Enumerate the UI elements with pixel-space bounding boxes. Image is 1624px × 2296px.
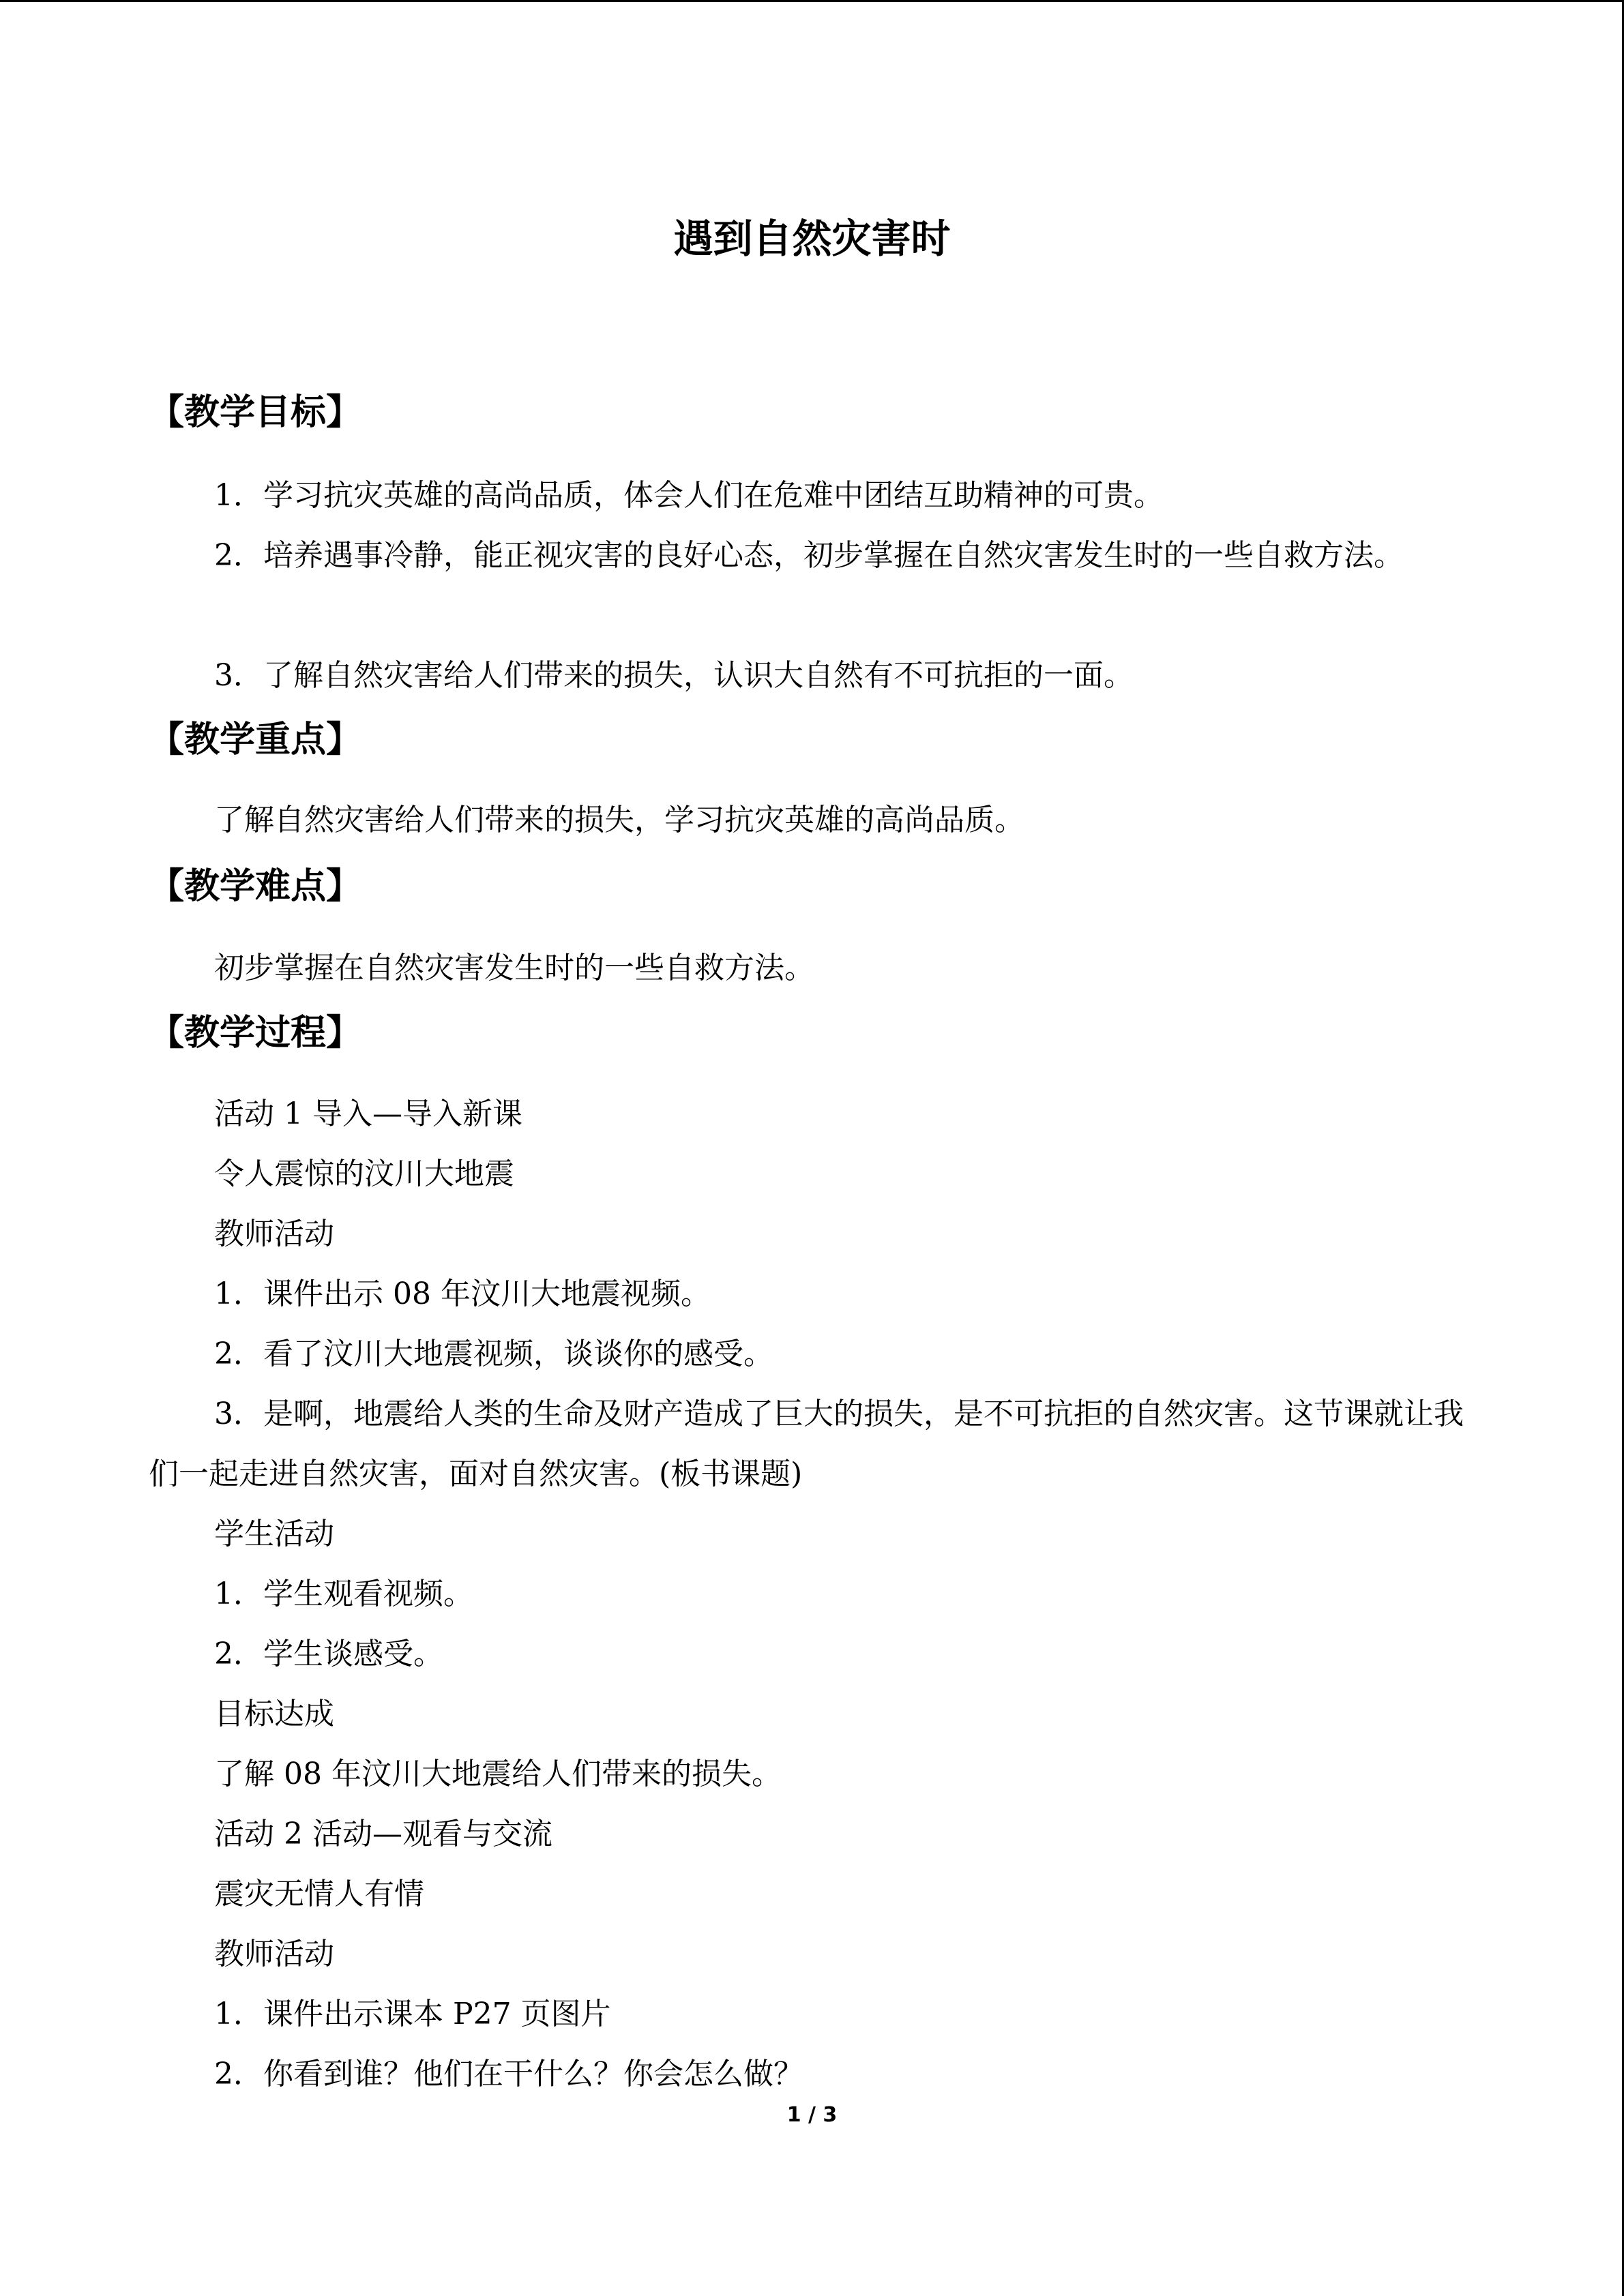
process-line: 1．学生观看视频。 — [214, 1577, 473, 1611]
process-line: 2．看了汶川大地震视频，谈谈你的感受。 — [214, 1337, 773, 1371]
process-line: 1．课件出示 08 年汶川大地震视频。 — [214, 1277, 711, 1311]
heading-objectives: 【教学目标】 — [149, 392, 362, 433]
heading-process: 【教学过程】 — [149, 1013, 362, 1054]
process-line: 活动 2 活动—观看与交流 — [214, 1817, 552, 1851]
process-line: 教师活动 — [214, 1217, 334, 1251]
process-line: 令人震惊的汶川大地震 — [214, 1157, 514, 1191]
process-paragraph: 3．是啊，地震给人类的生命及财产造成了巨大的损失，是不可抗拒的自然灾害。这节课就让我们一起走进自然灾害，面对自然灾害。(板书课题) — [149, 1397, 1464, 1491]
page-number: 1 / 3 — [786, 2103, 838, 2127]
process-line: 教师活动 — [214, 1937, 334, 1971]
process-line: 震灾无情人有情 — [214, 1877, 424, 1911]
objective-item-1: 1．学习抗灾英雄的高尚品质，体会人们在危难中团结互助精神的可贵。 — [214, 478, 1164, 513]
process-line: 1．课件出示课本 P27 页图片 — [214, 1997, 611, 2031]
document-title: 遇到自然灾害时 — [673, 215, 951, 262]
difficulties-text: 初步掌握在自然灾害发生时的一些自救方法。 — [214, 951, 814, 985]
process-line: 目标达成 — [214, 1697, 334, 1731]
key-points-text: 了解自然灾害给人们带来的损失，学习抗灾英雄的高尚品质。 — [214, 803, 1024, 837]
process-line: 了解 08 年汶川大地震给人们带来的损失。 — [214, 1757, 782, 1791]
objective-item-2: 2．培养遇事冷静，能正视灾害的良好心态，初步掌握在自然灾害发生时的一些自救方法。 — [214, 538, 1404, 573]
page-border-top — [0, 0, 1624, 2]
heading-key-points: 【教学重点】 — [149, 719, 362, 760]
process-line: 学生活动 — [214, 1517, 334, 1551]
process-line: 2．你看到谁？他们在干什么？你会怎么做？ — [214, 2057, 803, 2091]
heading-difficulties: 【教学难点】 — [149, 866, 362, 907]
process-line: 活动 1 导入—导入新课 — [214, 1097, 522, 1131]
objective-item-3: 3．了解自然灾害给人们带来的损失，认识大自然有不可抗拒的一面。 — [214, 658, 1134, 693]
process-line: 2．学生谈感受。 — [214, 1637, 443, 1671]
